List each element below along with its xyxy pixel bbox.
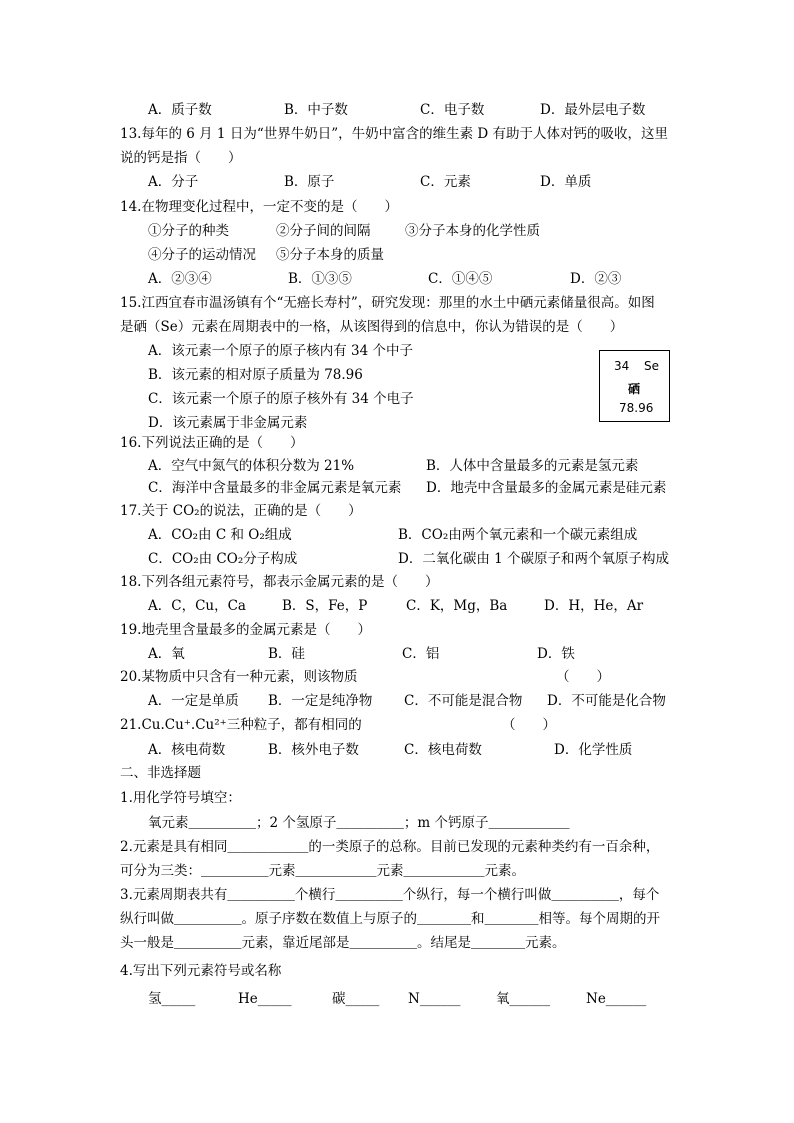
q21-option-d: D．化学性质 (554, 742, 633, 758)
atomic-mass: 78.96 (619, 401, 654, 415)
q20-stem: 20.某物质中只含有一种元素，则该物质 (120, 669, 358, 685)
q12-option-a: A．质子数 (148, 102, 212, 118)
q18-option-d: D．H，He，Ar (544, 598, 644, 614)
q13-option-d: D．单质 (540, 174, 592, 190)
q14-option-c: C．①④⑤ (428, 271, 493, 287)
q13-stem-line1: 13.每年的 6 月 1 日为“世界牛奶日”，牛奶中富含的维生素 D 有助于人体对钙的吸收，这里 (120, 126, 669, 142)
fill3-line1: 3.元素周期表共有＿＿＿＿＿个横行＿＿＿＿＿个纵行，每一个横行叫做＿＿＿＿＿，每个 (120, 887, 660, 903)
fill4-item-4: N______ (408, 991, 461, 1007)
q15-stem-line2: 是硒（Se）元素在周期表中的一格，从该图得到的信息中，你认为错误的是（ ） (120, 319, 624, 335)
fill3-line3: 头一般是＿＿＿＿＿元素，靠近尾部是＿＿＿＿＿。结尾是＿＿＿＿元素。 (120, 935, 566, 951)
q12-option-d: D．最外层电子数 (540, 102, 646, 118)
q13-option-c: C．元素 (420, 174, 471, 190)
q15-option-d: D．该元素属于非金属元素 (148, 415, 308, 431)
q19-option-a: A．氧 (148, 646, 185, 662)
q13-stem-line2: 说的钙是指（ ） (120, 150, 242, 166)
q14-item-3: ③分子本身的化学性质 (405, 223, 540, 239)
q14-option-d: D．②③ (570, 271, 622, 287)
q14-option-b: B．①③⑤ (288, 271, 352, 287)
q13-option-a: A．分子 (148, 174, 199, 190)
fill4-stem: 4.写出下列元素符号或名称 (120, 963, 282, 979)
q14-item-4: ④分子的运动情况 (148, 247, 256, 263)
q17-option-d: D．二氧化碳由 1 个碳原子和两个氧原子构成 (398, 551, 669, 567)
element-name: 硒 (628, 382, 641, 396)
q21-option-a: A．核电荷数 (148, 742, 226, 758)
q14-item-1: ①分子的种类 (148, 223, 229, 239)
fill4-item-5: 氧______ (496, 991, 550, 1007)
q19-stem: 19.地壳里含量最多的金属元素是（ ） (120, 622, 371, 638)
q20-option-b: B．一定是纯净物 (268, 693, 373, 709)
q14-item-5: ⑤分子本身的质量 (276, 247, 384, 263)
fill2-line1: 2.元素是具有相同＿＿＿＿＿＿的一类原子的总称。目前已发现的元素种类约有一百余种， (120, 839, 660, 855)
q17-option-c: C．CO₂由 CO₂分子构成 (148, 551, 298, 567)
q21-option-c: C．核电荷数 (404, 742, 482, 758)
q16-option-c: C．海洋中含量最多的非金属元素是氧元素 (148, 480, 402, 496)
q20-option-c: C．不可能是混合物 (404, 693, 523, 709)
q18-stem: 18.下列各组元素符号，都表示金属元素的是（ ） (120, 574, 439, 590)
q16-option-b: B．人体中含量最多的元素是氢元素 (426, 458, 639, 474)
atomic-number: 34 (614, 359, 630, 373)
q15-option-b: B．该元素的相对原子质量为 78.96 (148, 367, 363, 383)
q14-item-2: ②分子间的间隔 (276, 223, 371, 239)
q15-stem-line1: 15.江西宜春市温汤镇有个“无癌长寿村”，研究发现：那里的水土中硒元素储量很高。如图 (120, 295, 655, 311)
q19-option-b: B．硅 (268, 646, 305, 662)
section-title: 二、非选择题 (120, 765, 201, 781)
q14-stem: 14.在物理变化过程中，一定不变的是（ ） (120, 199, 398, 215)
fill4-item-3: 碳_____ (332, 991, 380, 1007)
element-symbol: Se (644, 359, 659, 373)
q21-option-b: B．核外电子数 (268, 742, 359, 758)
q15-option-c: C．该元素一个原子的原子核外有 34 个电子 (148, 391, 414, 407)
q20-answer-paren: （ ） (556, 669, 610, 685)
q15-option-a: A．该元素一个原子的原子核内有 34 个中子 (148, 343, 414, 359)
selenium-element-cell (599, 350, 670, 422)
fill3-line2: 纵行叫做＿＿＿＿＿。原子序数在数值上与原子的＿＿＿＿和＿＿＿＿相等。每个周期的开 (120, 911, 660, 927)
q16-option-d: D．地壳中含量最多的金属元素是硅元素 (426, 480, 667, 496)
q20-option-d: D．不可能是化合物 (547, 693, 666, 709)
q17-option-a: A．CO₂由 C 和 O₂组成 (148, 527, 292, 543)
fill4-item-1: 氢_____ (148, 991, 196, 1007)
fill1-line: 氧元素＿＿＿＿＿；2 个氢原子＿＿＿＿＿；m 个钙原子＿＿＿＿＿＿ (148, 815, 570, 831)
q19-option-d: D．铁 (537, 646, 575, 662)
q14-option-a: A．②③④ (148, 271, 212, 287)
q16-stem: 16.下列说法正确的是（ ） (120, 435, 304, 451)
q21-stem: 21.Cu.Cu⁺.Cu²⁺三种粒子，都有相同的 (120, 717, 362, 733)
q20-option-a: A．一定是单质 (148, 693, 239, 709)
q13-option-b: B．原子 (284, 174, 335, 190)
q17-stem: 17.关于 CO₂的说法，正确的是（ ） (120, 503, 362, 519)
q16-option-a: A．空气中氮气的体积分数为 21% (148, 458, 355, 474)
fill1-stem: 1.用化学符号填空： (120, 790, 241, 806)
q17-option-b: B．CO₂由两个氧元素和一个碳元素组成 (398, 527, 638, 543)
fill2-line2: 可分为三类：＿＿＿＿＿元素＿＿＿＿＿＿元素＿＿＿＿＿＿元素。 (120, 863, 525, 879)
q18-option-b: B．S，Fe，P (282, 598, 368, 614)
fill4-item-2: He_____ (238, 991, 292, 1007)
q12-option-b: B．中子数 (284, 102, 348, 118)
q12-option-c: C．电子数 (420, 102, 485, 118)
q21-answer-paren: （ ） (502, 717, 556, 733)
q19-option-c: C．铝 (402, 646, 440, 662)
q18-option-a: A．C，Cu，Ca (148, 598, 246, 614)
fill4-item-6: Ne______ (586, 991, 647, 1007)
q18-option-c: C．K，Mg，Ba (406, 598, 508, 614)
